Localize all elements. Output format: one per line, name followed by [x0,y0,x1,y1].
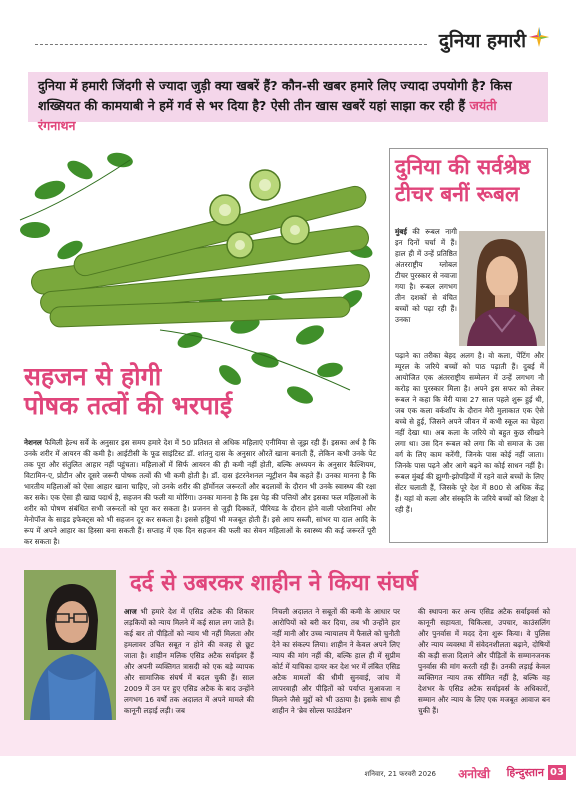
intro-author: जयंती रंगनाथन [38,98,497,133]
footer-date: शनिवार, 21 फरवरी 2026 [364,770,436,778]
intro-text: दुनिया में हमारी जिंदगी से ज्यादा जुड़ी क्या खबरें हैं? कौन-सी खबर हमारे लिए ज्यादा उपयोगी है? किस शख्सियत की कामयाबी ने हमें गर्व से भर दिया है? ऐसी तीन खास खबरें यहां साझा कर रही हैं [38,78,512,113]
header-divider [35,44,427,45]
footer-brand-hindustan: हिन्दुस्तान [506,766,544,779]
article1-headline [24,362,232,420]
article2-body-bottom: पढ़ाने का तरीका बेहद अलग है। वो कला, पेंटिंग और म्यूरल के जरिये बच्चों को पाठ पढ़ाती हैं। दुबई में आयोजित एक अंतरराष्ट्रीय सम्मेलन में उन्हें लगभग नौ करोड़ का पुरस्कार मिला है। अपने इस सफर को लेकर रूबल ने कहा कि मेरी यात्रा 27 साल पहले शुरू हुई थी, जब एक कला वर्कशॉप के दौरान मेरी मुलाकात एक ऐसे बच्चे से हुई, जिसने अपने जीवन में कभी स्कूल का चेहरा नहीं देखा था। अब कला के जरिये वो बहुत कुछ सीखने लगा था। उस दिन रूबल को लगा कि वो समाज के उस वर्ग के लिए काम करेंगी, जिनके पास कोई नहीं जाता। जिनके पास पढ़ने और आगे बढ़ने का कोई साधन नहीं है। रूबल मुंबई की झुग्गी-झोपड़ियों में रहने वाले बच्चों के लिए सेंटर चलाती हैं, जिसके पूरे देश में 800 से अधिक केंद्र हैं। यहां वो कला और संस्कृति के जरिये बच्चों को शिक्षा दे रही हैं। [395,351,544,514]
article1-headline-line1: सहजन से होगी [24,362,162,391]
article3-headline: दर्द से उबरकर शाहीन ने किया संघर्ष [130,571,418,596]
article2-body-top [395,226,457,325]
article2-text-top: की रूबल नागी इन दिनों चर्चा में हैं। हाल ही में उन्हें प्रतिष्ठित अंतरराष्ट्रीय ग्लोबल टीचर पुरस्कार से नवाजा गया है। रूबल लगभग तीन दशकों से वंचित बच्चों को पढ़ा रही हैं। उनका [395,227,457,324]
article3-col3: की स्थापना कर अन्य एसिड अटैक सर्वाइवर्स को कानूनी सहायता, चिकित्सा, उपचार, काउंसलिंग और पुनर्वास में मदद देना शुरू किया। वे पुलिस और न्याय व्यवस्था में संवेदनशीलता बढ़ाने, दोषियों की कड़ी सजा दिलाने और पीड़ितों के सम्मानजनक पुनर्वास की मांग करती रही हैं। उनकी लड़ाई केवल व्यक्तिगत न्याय तक सीमित नहीं है, बल्कि वह देशभर के एसिड अटैक सर्वाइवर्स के अधिकारों, सम्मान और न्याय के लिए एक मजबूत आवाज बन चुकी हैं। [418,607,550,715]
article1-body [24,437,376,547]
article1-text: फैमिली हेल्थ सर्वे के अनुसार इस समय हमारे देश में 50 प्रतिशत से अधिक महिलाएं एनीमिया से जूझ रही हैं। इसका अर्थ है कि उनके शरीर में आयरन की कमी है। आईटीसी के फूड साइंटिस्ट डॉ. शांतनु दास के अनुसार औरतें खाना बनाती हैं, लेकिन कभी उनके पेट तक पूरा और संतुलित आहार नहीं पहुंचता। महिलाओं में सिर्फ आयरन की ही कमी नहीं होती, बल्कि अध्ययन के अनुसार कैल्शियम, विटामिन-ए, प्रोटीन और दूसरे जरूरी पोषक तत्वों की भी कमी होती है। डॉ. दास इंटरनेशनल न्यूट्रीशन वैब कहते हैं। उनका मानना है कि भारतीय महिलाओं को ऐसा आहार खाना चाहिए, जो उनके शरीर की हॉर्मोनल जरूरतों और बदलावों के दौरान भी उनके स्वास्थ्य की रक्षा कर सके। एक ऐसा ही खाद्य पदार्थ है, सहजन की फली या मोरिंगा। उनका मानना है कि इस पेड़ की पत्तियों और इसका फल महिलाओं के शरीर को पोषण संबंधित सभी जरूरतों को पूरा कर सकता है। प्रजनन से जुड़ी दिक्कतें, पीरियड के दौरान होने वाली परेशानियां और मेनोपॉज के साइड इफेक्ट्स को भी सहजन दूर कर सकता है। इससे हड्डियां भी मजबूत होती हैं। इसे आप सब्जी, सांभर या दाल आदि के रूप में अपने आहार का हिस्सा बना सकती हैं। सप्ताह में एक दिन सहजन की फली का सेवन महिलाओं के स्वास्थ्य की कई जरूरतें पूरी कर सकता है। [24,438,376,546]
article3-text-col1: भी हमारे देश में एसिड अटैक की शिकार लड़कियों को न्याय मिलने में कई साल लग जाते हैं। कई बार तो पीड़ितों को न्याय भी नहीं मिलता और हमलावर उचित सबूत न होने की वजह से छूट जाता है। शाहीन मलिक एसिड अटैक सर्वाइवर हैं और अपनी व्यक्तिगत त्रासदी को एक बड़े व्यापक और सामाजिक संघर्ष में बदल चुकी हैं। साल 2009 में उन पर हुए एसिड अटैक के बाद उन्होंने लगभग 16 वर्षों तक अदालत में अपने मामले की कानूनी लड़ाई लड़ी। जब [124,607,254,715]
shaheen-photo [24,570,116,720]
article3-lead: आज [124,607,137,616]
article3-col1 [124,606,254,716]
star-logo-icon [528,26,550,48]
article2-lead: मुंबई [395,227,407,236]
article2-headline: दुनिया की सर्वश्रेष्ठ टीचर बनीं रूबल [395,155,531,206]
article1-lead: नेशनल [24,438,42,447]
article1-headline-line2: पोषक तत्वों की भरपाई [24,391,233,420]
intro-banner [28,72,548,133]
page-number: 03 [548,765,566,780]
section-title: दुनिया हमारी [438,30,526,52]
article3-col2: निचली अदालत ने सबूतों की कमी के आधार पर आरोपियों को बरी कर दिया, तब भी उन्होंने हार नहीं मानी और उच्च न्यायालय में फैसले को चुनौती देने का संकल्प लिया। शाहीन ने केवल अपने लिए न्याय की मांग नहीं की, बल्कि हाल ही में सुप्रीम कोर्ट में याचिका दायर कर देश भर में लंबित एसिड अटैक मामलों की धीमी सुनवाई, जांच में लापरवाही और पीड़ितों को पर्याप्त मुआवजा न मिलने जैसे मुद्दों को भी उठाया है। इसके साथ ही शाहीन ने 'ब्रेव सोल्स फाउंडेशन' [272,607,401,715]
footer-brand-anokhi: अनोखी [458,767,490,781]
teacher-photo [459,231,545,346]
